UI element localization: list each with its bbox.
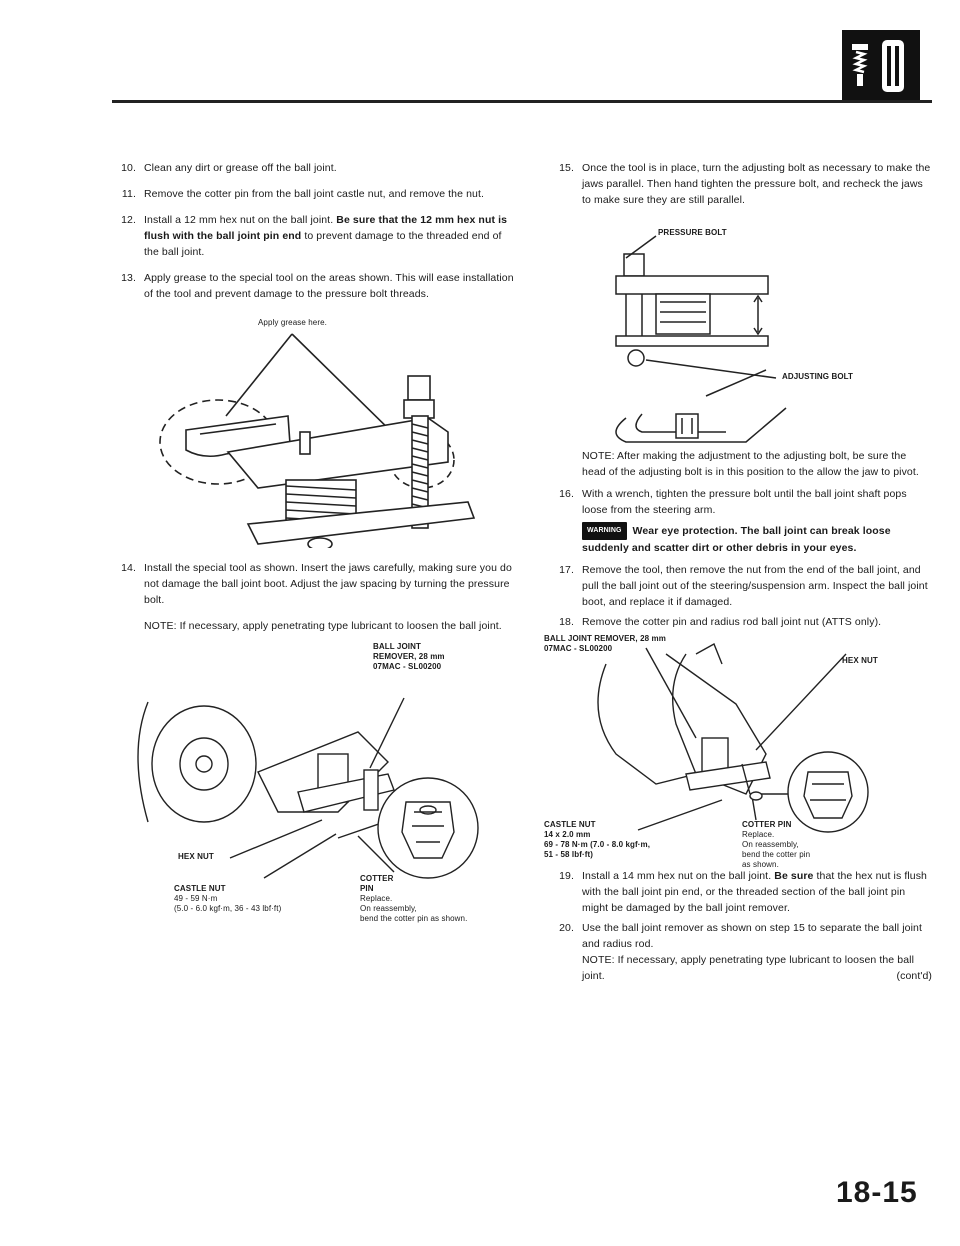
step-10 [108,160,516,176]
left-column [108,160,516,923]
step-text: Use the ball joint remover as shown on step 15 to separate the ball joint and radius rod. [582,922,922,950]
cotter-pin-label [742,820,810,870]
label-line: (5.0 - 6.0 kgf·m, 36 - 43 lbf·ft) [174,904,282,913]
step-15 [546,160,932,208]
label-line: 49 - 59 N·m [174,894,218,903]
label-line: On reassembly, [742,840,799,849]
warning-text: Wear eye protection. The ball joint can break loose suddenly and scatter dirt or other debris in your eyes. [582,524,891,554]
step-13 [108,270,516,302]
label-line: 69 - 78 N·m (7.0 - 8.0 kgf·m, [544,840,651,849]
step-text: Remove the tool, then remove the nut from the end of the ball joint, and pull the ball joint out of the steering/suspension arm. Inspect the ball joint boot, and replace it if damaged. [582,564,928,608]
pressure-bolt-label: PRESSURE BOLT [658,228,727,237]
label-line: CASTLE NUT [544,820,596,829]
step-text: Install the special tool as shown. Insert the jaws carefully, making sure you do not damage the ball joint boot. Adjust the jaw spacing by turning the pressure bolt. [144,562,512,606]
castle-nut-label [544,820,650,860]
label-line: as shown. [742,860,779,869]
warning-block [582,522,932,556]
label-line: PIN [360,884,374,893]
step-17 [546,562,932,610]
page-number: 18-15 [836,1176,918,1209]
remover-illustration [108,642,516,902]
step-12 [108,212,516,260]
ball-joint-remover-label [373,642,445,672]
step-text-emphasis: Be sure [774,870,814,882]
step-number: 11. [121,188,136,200]
hex-nut-label: HEX NUT [842,656,878,665]
label-line: Replace. [360,894,393,903]
label-line: 07MAC - SL00200 [544,644,613,653]
label-line: bend the cotter pin as shown. [360,914,468,923]
label-line: COTTER PIN [742,820,792,829]
step-15-note: NOTE: After making the adjustment to the adjusting bolt, be sure the head of the adjusting bolt is in this position to the allow the jaw to pivot. [582,450,919,478]
adjusting-bolt-illustration [546,218,932,448]
note-text: NOTE: If necessary, apply penetrating type lubricant to loosen the ball joint. [582,954,914,982]
continued-marker: (cont'd) [896,970,932,982]
step-text: Remove the cotter pin from the ball joint castle nut, and remove the nut. [144,188,484,200]
label-line: BALL JOINT [373,642,421,651]
label-line: Replace. [742,830,775,839]
suspension-section-icon [842,30,920,100]
cotter-pin-label [360,874,467,924]
step-text: With a wrench, tighten the pressure bolt until the ball joint shaft pops loose from the steering arm. [582,488,907,516]
adjusting-bolt-figure [546,218,932,448]
step-text-part: Install a 14 mm hex nut on the ball joint. [582,870,772,882]
right-column [546,160,932,990]
label-line: COTTER [360,874,394,883]
step-number: 12. [121,214,136,226]
tool-illustration [108,312,516,548]
step-number: 19. [559,870,574,882]
warning-badge: WARNING [582,522,627,540]
apply-grease-label: Apply grease here. [258,318,327,327]
step-number: 20. [559,922,574,934]
step-number: 18. [559,616,574,628]
step-text: Once the tool is in place, turn the adjusting bolt as necessary to make the jaws parallel. Then hand tighten the pressure bolt, and recheck the jaws to make sure they are still parallel. [582,162,931,206]
step-text: Clean any dirt or grease off the ball joint. [144,162,337,174]
radius-rod-figure [544,634,932,869]
label-line: bend the cotter pin [742,850,811,859]
label-line: BALL JOINT REMOVER, 28 mm [544,634,666,643]
ball-joint-remover-label [544,634,666,654]
step-number: 10. [121,162,136,174]
step-20 [546,920,932,952]
step-number: 14. [121,562,136,574]
step-text [144,212,516,260]
castle-nut-label [174,884,281,914]
label-line: 14 x 2.0 mm [544,830,591,839]
step-text-part: to prevent damage to the threaded end of the ball joint. [144,230,502,258]
label-line: On reassembly, [360,904,417,913]
step-text-part: Install a 12 mm hex nut on the ball joint. [144,214,334,226]
step-number: 17. [559,564,574,576]
step-number: 13. [121,272,136,284]
step-14-note: NOTE: If necessary, apply penetrating type lubricant to loosen the ball joint. [144,620,502,632]
step-text: Apply grease to the special tool on the areas shown. This will ease installation of the tool and prevent damage to the pressure bolt threads. [144,272,514,300]
grease-tool-figure [108,312,516,548]
label-line: 07MAC - SL00200 [373,662,442,671]
step-14 [108,560,516,608]
label-line: REMOVER, 28 mm [373,652,445,661]
adjusting-bolt-label: ADJUSTING BOLT [782,372,854,381]
step-11 [108,186,516,202]
step-text-emphasis: Be sure that the 12 mm hex nut is flush with the ball joint pin end [144,214,508,242]
ball-joint-remover-figure [108,642,516,923]
step-text: Remove the cotter pin and radius rod ball joint nut (ATTS only). [582,616,882,628]
step-number: 16. [559,488,574,500]
step-18 [546,614,932,630]
hex-nut-label: HEX NUT [178,852,214,861]
step-16 [546,486,932,518]
label-line: CASTLE NUT [174,884,226,893]
step-19 [546,868,932,916]
step-text-part: that the hex nut is flush with the ball joint pin end, or the threaded section of the ball joint pin might be damaged by the ball joint remover. [582,870,927,914]
step-20-note [582,952,932,984]
step-text [582,868,932,916]
header-rule [112,100,932,103]
step-number: 15. [559,162,574,174]
label-line: 51 - 58 lbf·ft) [544,850,594,859]
